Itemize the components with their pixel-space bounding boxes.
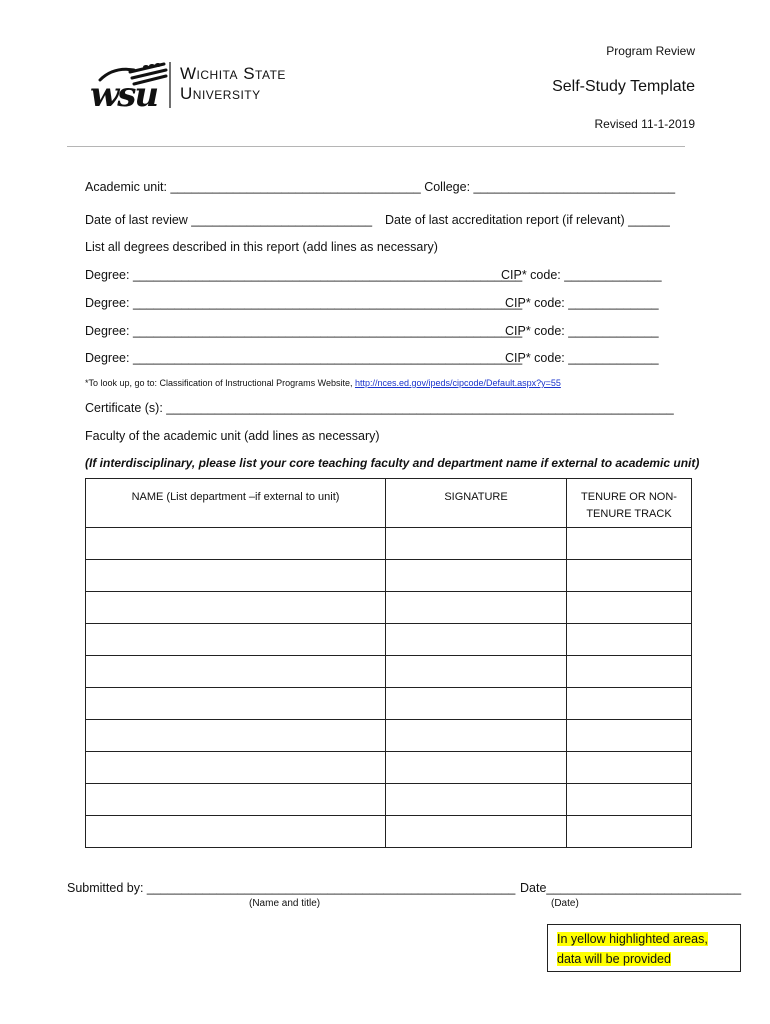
table-row bbox=[86, 688, 692, 720]
tenure-cell[interactable] bbox=[567, 560, 692, 592]
degree-field-4[interactable]: Degree: ________________________________________________________ bbox=[85, 351, 523, 365]
program-review-label: Program Review bbox=[606, 44, 695, 58]
logo-line1: Wichita State bbox=[180, 64, 286, 83]
table-row bbox=[86, 720, 692, 752]
signature-cell[interactable] bbox=[386, 560, 567, 592]
tenure-cell[interactable] bbox=[567, 752, 692, 784]
tenure-cell[interactable] bbox=[567, 624, 692, 656]
name-cell[interactable] bbox=[86, 752, 386, 784]
tenure-column-header bbox=[567, 479, 692, 528]
page-title: Self-Study Template bbox=[552, 78, 695, 95]
name-and-title-caption: (Name and title) bbox=[249, 898, 321, 909]
cip-code-field-2[interactable]: CIP* code: _____________ bbox=[505, 296, 659, 310]
tenure-cell[interactable] bbox=[567, 720, 692, 752]
note-line-2 bbox=[557, 949, 671, 969]
tenure-cell[interactable] bbox=[567, 816, 692, 848]
name-cell[interactable] bbox=[86, 816, 386, 848]
cip-footnote-text: *To look up, go to: Classification of Instructional Programs Website, bbox=[85, 378, 355, 388]
signature-cell[interactable] bbox=[386, 592, 567, 624]
tenure-cell[interactable] bbox=[567, 784, 692, 816]
cip-code-field-1[interactable]: CIP* code: ______________ bbox=[501, 268, 662, 282]
certificate-field[interactable]: Certificate (s): _________________________________________________________________________ bbox=[85, 401, 674, 415]
signature-cell[interactable] bbox=[386, 816, 567, 848]
tenure-cell[interactable] bbox=[567, 656, 692, 688]
faculty-table bbox=[85, 478, 692, 848]
name-column-header: NAME (List department –if external to unit) bbox=[86, 479, 386, 528]
table-row bbox=[86, 784, 692, 816]
name-cell[interactable] bbox=[86, 656, 386, 688]
signature-cell[interactable] bbox=[386, 688, 567, 720]
date-field[interactable]: Date____________________________ bbox=[520, 881, 742, 895]
signature-cell[interactable] bbox=[386, 528, 567, 560]
tenure-cell[interactable] bbox=[567, 688, 692, 720]
tenure-column-header-text: TENURE OR NON-TENURE TRACK bbox=[581, 491, 677, 520]
name-cell[interactable] bbox=[86, 784, 386, 816]
signature-cell[interactable] bbox=[386, 624, 567, 656]
cip-footnote bbox=[85, 378, 561, 388]
table-row bbox=[86, 816, 692, 848]
table-row bbox=[86, 528, 692, 560]
cip-link[interactable]: http://nces.ed.gov/ipeds/cipcode/Default.aspx?y=55 bbox=[354, 378, 561, 388]
faculty-table-header bbox=[86, 479, 692, 528]
logo-line2: University bbox=[180, 84, 261, 103]
revised-date: Revised 11-1-2019 bbox=[594, 117, 695, 131]
signature-column-header: SIGNATURE bbox=[386, 479, 567, 528]
tenure-cell[interactable] bbox=[567, 592, 692, 624]
note-line-1 bbox=[557, 929, 708, 949]
name-cell[interactable] bbox=[86, 688, 386, 720]
degree-field-3[interactable]: Degree: ________________________________________________________ bbox=[85, 324, 523, 338]
date-caption: (Date) bbox=[551, 898, 579, 909]
table-row bbox=[86, 656, 692, 688]
table-row bbox=[86, 592, 692, 624]
logo-mark: wsu bbox=[90, 75, 158, 115]
name-cell[interactable] bbox=[86, 720, 386, 752]
name-cell[interactable] bbox=[86, 592, 386, 624]
name-cell[interactable] bbox=[86, 560, 386, 592]
interdisciplinary-note: (If interdisciplinary, please list your core teaching faculty and department name if external to academic unit) bbox=[85, 456, 700, 470]
wsu-logo bbox=[88, 58, 328, 118]
table-row bbox=[86, 624, 692, 656]
signature-cell[interactable] bbox=[386, 784, 567, 816]
date-last-accreditation-field[interactable]: Date of last accreditation report (if relevant) ______ bbox=[385, 213, 670, 227]
highlight-note-box bbox=[547, 924, 741, 972]
signature-cell[interactable] bbox=[386, 720, 567, 752]
table-row bbox=[86, 752, 692, 784]
tenure-cell[interactable] bbox=[567, 528, 692, 560]
submitted-by-field[interactable]: Submitted by: _____________________________________________________ bbox=[67, 881, 516, 895]
list-degrees-label: List all degrees described in this report (add lines as necessary) bbox=[85, 240, 438, 254]
signature-cell[interactable] bbox=[386, 656, 567, 688]
date-last-review-field[interactable]: Date of last review __________________________ bbox=[85, 213, 373, 227]
note-line-2-text: data will be provided bbox=[557, 952, 671, 966]
cip-code-field-4[interactable]: CIP* code: _____________ bbox=[505, 351, 659, 365]
academic-unit-field[interactable]: Academic unit: ____________________________________ College: _____________________________ bbox=[85, 180, 676, 194]
name-cell[interactable] bbox=[86, 528, 386, 560]
signature-cell[interactable] bbox=[386, 752, 567, 784]
header-rule bbox=[67, 146, 685, 147]
faculty-label: Faculty of the academic unit (add lines as necessary) bbox=[85, 429, 380, 443]
table-row bbox=[86, 560, 692, 592]
degree-field-2[interactable]: Degree: ________________________________________________________ bbox=[85, 296, 523, 310]
cip-code-field-3[interactable]: CIP* code: _____________ bbox=[505, 324, 659, 338]
note-line-1-text: In yellow highlighted areas, bbox=[557, 932, 708, 946]
degree-field-1[interactable]: Degree: ________________________________________________________ bbox=[85, 268, 523, 282]
name-cell[interactable] bbox=[86, 624, 386, 656]
